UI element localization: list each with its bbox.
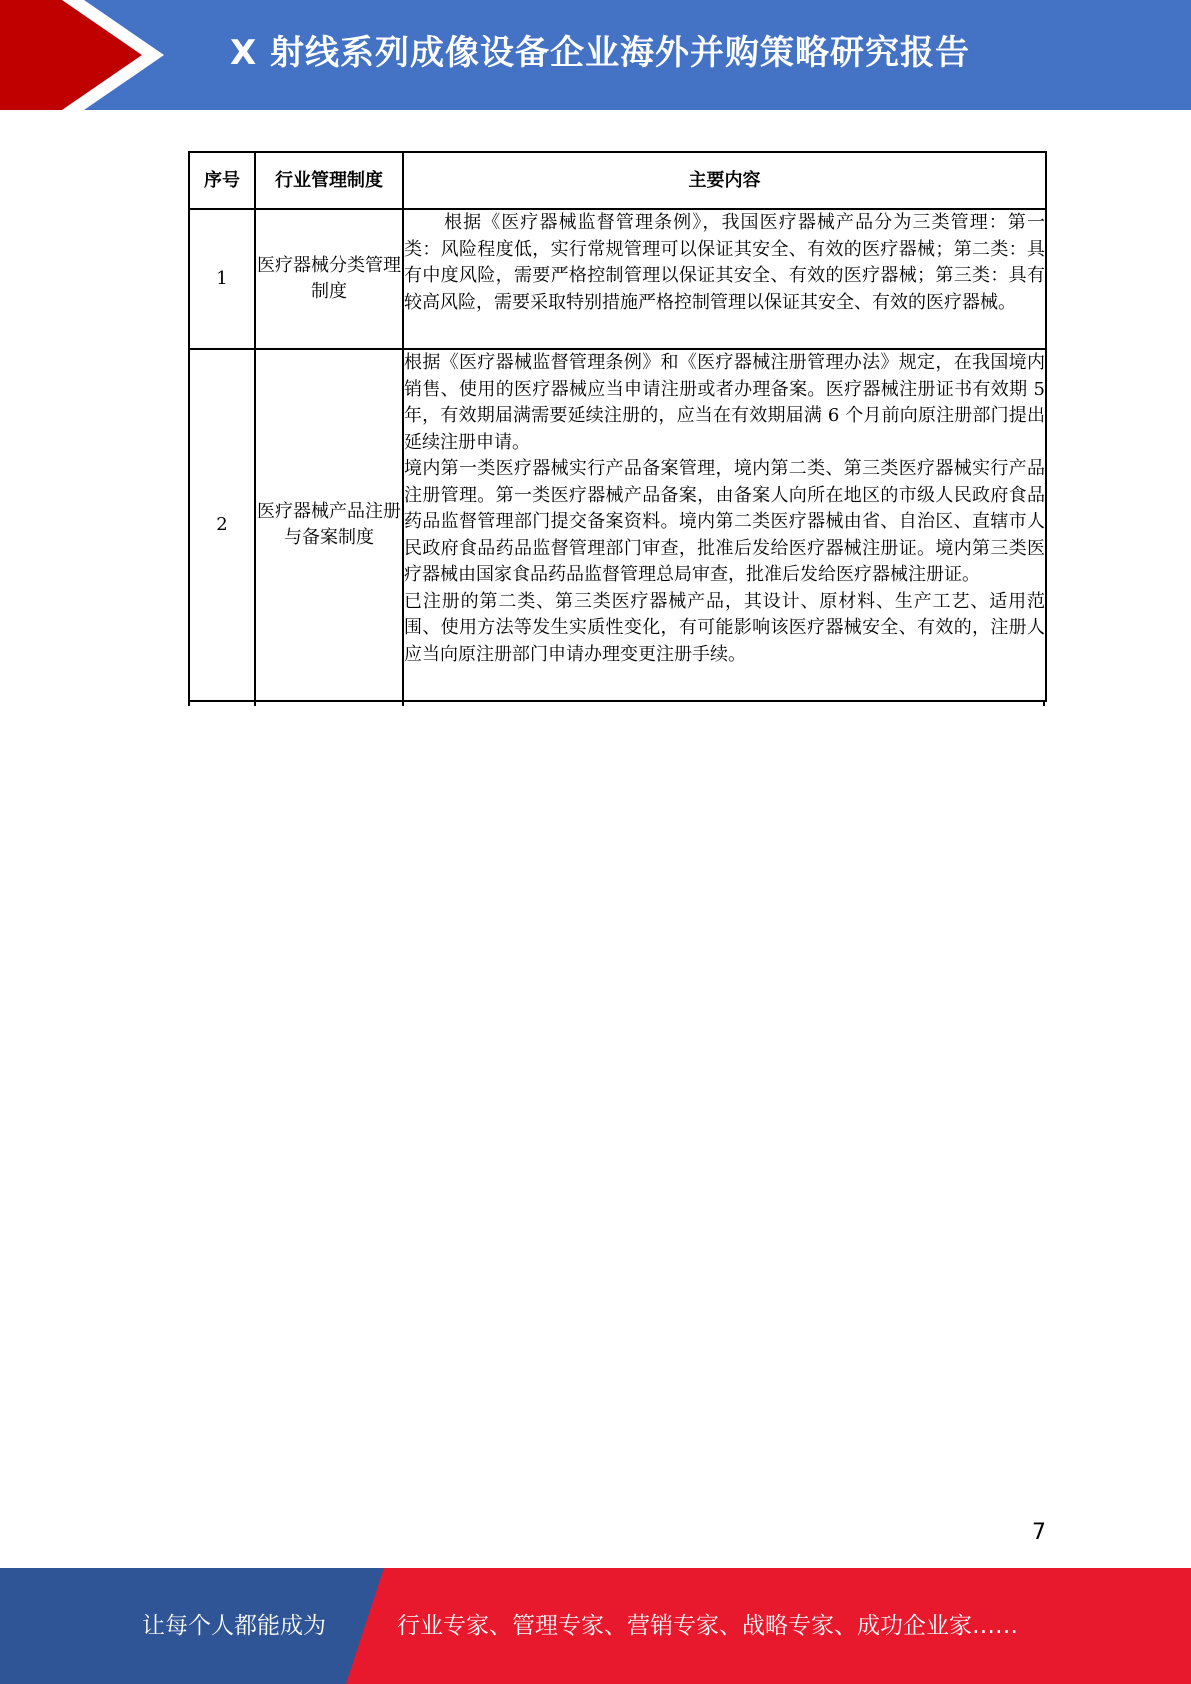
content-paragraph: 根据《医疗器械监督管理条例》和《医疗器械注册管理办法》规定，在我国境内销售、使用的医疗器械应当申请注册或者办理备案。医疗器械注册证书有效期 5 年，有效期届满需要延续注册的，应当在有效期届满 6 个月前向原注册部门提出延续注册申请。	[404, 352, 1045, 453]
row-management-system: 医疗器械分类管理制度	[255, 209, 403, 349]
content-paragraph: 已注册的第二类、第三类医疗器械产品，其设计、原材料、生产工艺、适用范围、使用方法等发生实质性变化，有可能影响该医疗器械安全、有效的，注册人应当向原注册部门申请办理变更注册手续。	[404, 590, 1045, 665]
header-serial-number: 序号	[189, 152, 255, 209]
continuation-line	[254, 702, 256, 706]
header-management-system: 行业管理制度	[255, 152, 403, 209]
row-management-system: 医疗器械产品注册与备案制度	[255, 349, 403, 701]
table-header-row	[189, 152, 1046, 209]
continuation-line	[188, 702, 190, 706]
report-title: X 射线系列成像设备企业海外并购策略研究报告	[230, 33, 971, 73]
row-main-content	[403, 209, 1046, 349]
footer-slogan-right: 行业专家、管理专家、营销专家、战略专家、成功企业家……	[397, 1613, 1018, 1639]
table-row	[189, 209, 1046, 349]
content-paragraph: 境内第一类医疗器械实行产品备案管理，境内第二类、第三类医疗器械实行产品注册管理。第一类医疗器械产品备案，由备案人向所在地区的市级人民政府食品药品监督管理部门提交备案资料。境内第二类医疗器械由省、自治区、直辖市人民政府食品药品监督管理部门审查，批准后发给医疗器械注册证。境内第三类医疗器械由国家食品药品监督管理总局审查，批准后发给医疗器械注册证。	[404, 458, 1045, 585]
row-serial-number: 2	[189, 349, 255, 701]
page-number: 7	[1032, 1520, 1046, 1545]
header-main-content: 主要内容	[403, 152, 1046, 209]
table-continuation-marks	[188, 702, 1045, 706]
header-red-chevron	[0, 0, 142, 110]
content-paragraph: 根据《医疗器械监督管理条例》，我国医疗器械产品分为三类管理：第一类：风险程度低，实行常规管理可以保证其安全、有效的医疗器械；第二类：具有中度风险，需要严格控制管理以保证其安全、有效的医疗器械；第三类：具有较高风险，需要采取特别措施严格控制管理以保证其安全、有效的医疗器械。	[404, 212, 1045, 313]
regulation-table-wrapper	[188, 151, 1045, 706]
row-main-content	[403, 349, 1046, 701]
row-serial-number: 1	[189, 209, 255, 349]
footer-slogan-left: 让每个人都能成为	[142, 1613, 326, 1639]
continuation-line	[402, 702, 404, 706]
footer-banner	[0, 1568, 1191, 1684]
header-banner	[0, 0, 1191, 110]
continuation-line	[1043, 702, 1045, 706]
regulation-table	[188, 151, 1047, 702]
table-row	[189, 349, 1046, 701]
